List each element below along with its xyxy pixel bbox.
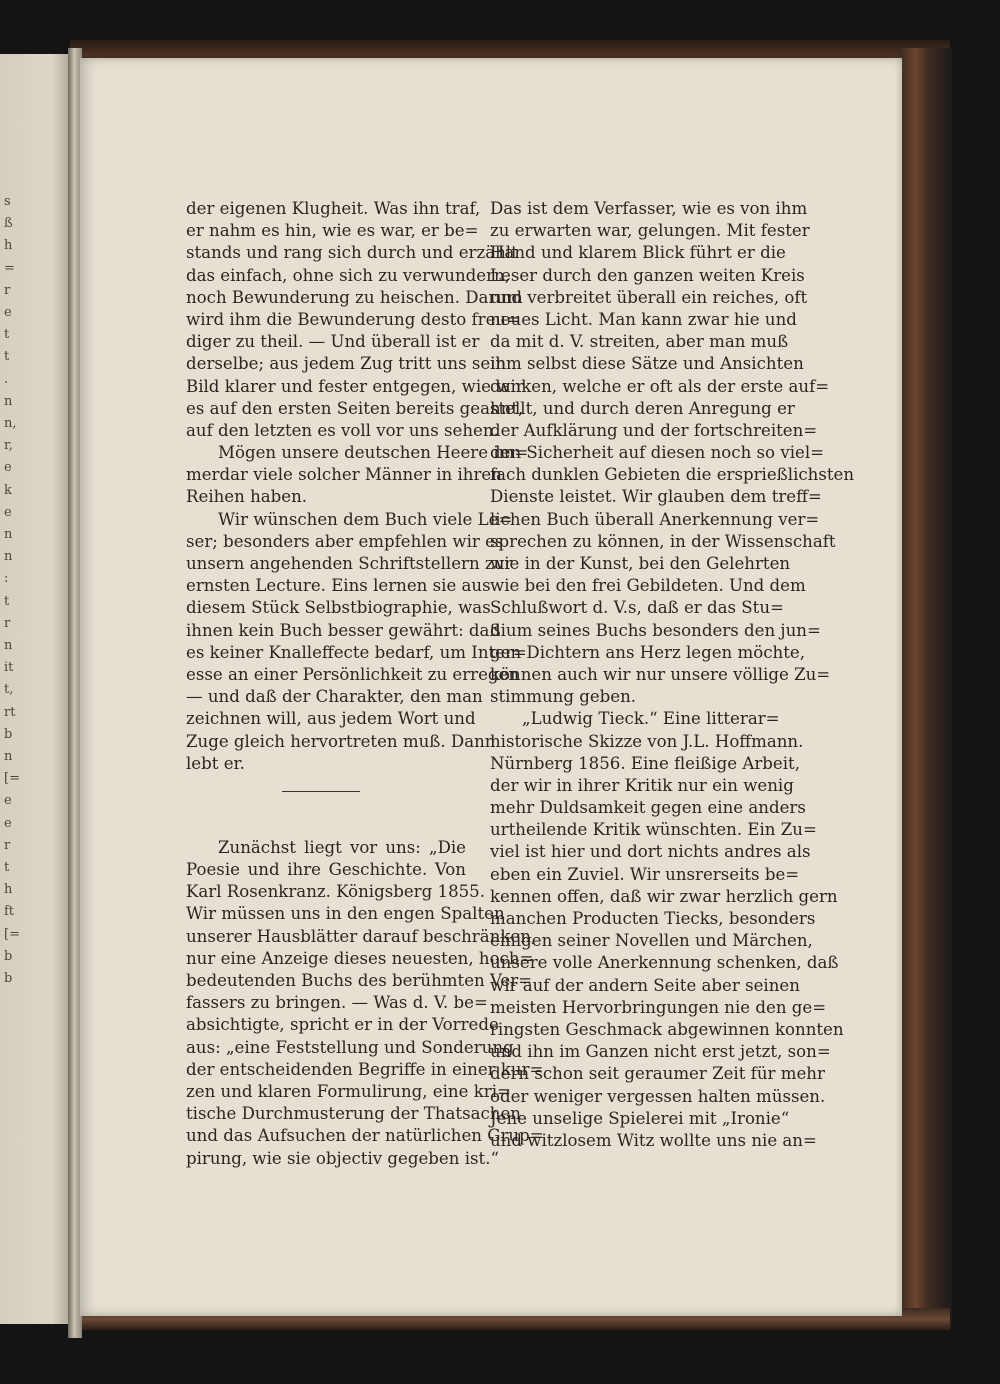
text-line: können auch wir nur unsere völlige Zu=: [490, 664, 831, 684]
text-line: noch Bewunderung zu heischen. Darum: [186, 287, 523, 307]
text-line: „Ludwig Tieck.“ Eine litterar=: [522, 709, 780, 729]
text-line: ernsten Lecture. Eins lernen sie aus: [186, 576, 491, 596]
left-page-fragment: n: [4, 638, 13, 653]
text-line: historische Skizze von J.L. Hoffmann.: [490, 731, 804, 751]
left-page-fragment: t: [4, 860, 10, 875]
left-page-fragment: k: [4, 482, 12, 498]
text-line: Jene unselige Spielerei mit „Ironie“: [490, 1108, 790, 1128]
text-line: der Aufklärung und der fortschreiten=: [490, 420, 818, 440]
text-line: Bild klarer und fester entgegen, wie wir: [186, 376, 524, 396]
text-line: manchen Producten Tiecks, besonders: [490, 909, 816, 928]
text-line: Zuge gleich hervortreten muß. Dann: [186, 731, 496, 751]
left-page-fragment: :: [4, 571, 9, 587]
left-page-fragment: n: [4, 549, 13, 565]
divider-rule: [282, 791, 360, 792]
text-line: wir auf der andern Seite aber seinen: [490, 975, 800, 995]
text-line: Mögen unsere deutschen Heere im=: [218, 443, 529, 463]
left-page-fragment: b: [4, 726, 13, 742]
text-line: absichtigte, spricht er in der Vorrede: [186, 1015, 499, 1035]
spacer: [186, 815, 466, 837]
text-line: auf den letzten es voll vor uns sehen.: [186, 420, 499, 440]
left-page-fragment: [=: [4, 771, 20, 787]
left-page-fragment: ß: [4, 216, 13, 232]
left-page-fragment: b: [4, 948, 13, 964]
text-line: der entscheidenden Begriffe in einer kur=: [186, 1059, 544, 1079]
left-page-fragment: .: [4, 371, 9, 387]
left-page-fragment: t: [4, 593, 10, 609]
left-page-fragment: n: [4, 393, 13, 409]
text-line: den Sicherheit auf diesen noch so viel=: [490, 443, 825, 463]
text-line: unsern angehenden Schriftstellern zur: [186, 554, 513, 573]
text-line: Karl Rosenkranz. Königsberg 1855.: [186, 882, 486, 902]
text-line: aus: „eine Feststellung und Sonderung: [186, 1037, 514, 1057]
left-page-fragment: n: [4, 527, 13, 542]
text-line: zu erwarten war, gelungen. Mit fester: [490, 221, 810, 241]
left-page-fragment: ft: [4, 904, 15, 920]
text-line: — und daß der Charakter, den man: [186, 687, 483, 707]
text-line: fach dunklen Gebieten die ersprießlichsten: [490, 465, 855, 485]
text-line: neues Licht. Man kann zwar hie und: [490, 309, 797, 329]
text-line: lichen Buch überall Anerkennung ver=: [490, 509, 820, 529]
text-line: einigen seiner Novellen und Märchen,: [490, 931, 813, 951]
text-line: diesem Stück Selbstbiographie, was: [186, 598, 491, 618]
left-page-fragment: r: [4, 282, 11, 298]
text-line: merdar viele solcher Männer in ihren: [186, 465, 502, 485]
text-line: Schlußwort d. V.s, daß er das Stu=: [490, 598, 784, 618]
left-page-fragment: =: [4, 260, 15, 276]
section-divider: [186, 775, 466, 815]
text-line: ringsten Geschmack abgewinnen konnten: [490, 1019, 844, 1039]
text-line: dern schon seit geraumer Zeit für mehr: [490, 1064, 825, 1084]
text-line: Hand und klarem Blick führt er die: [490, 243, 786, 263]
text-line: es keiner Knalleffecte bedarf, um Inter=: [186, 642, 527, 662]
text-line: Reihen haben.: [186, 487, 308, 507]
text-line: nur eine Anzeige dieses neuesten, hoch=: [186, 948, 534, 968]
text-line: wie in der Kunst, bei den Gelehrten: [490, 554, 791, 573]
text-line: Dienste leistet. Wir glauben dem treff=: [490, 487, 822, 507]
text-line: Das ist dem Verfasser, wie es von ihm: [490, 199, 808, 218]
left-page-fragment: n: [4, 749, 13, 764]
text-line: zen und klaren Formulirung, eine kri=: [186, 1081, 511, 1101]
text-line: ser; besonders aber empfehlen wir es: [186, 531, 504, 551]
book-cover-right-edge: [900, 48, 952, 1328]
text-line: oder weniger vergessen halten müssen.: [490, 1086, 826, 1106]
text-line: unserer Hausblätter darauf beschränken,: [186, 926, 537, 946]
text-line: derselbe; aus jedem Zug tritt uns sein: [186, 354, 507, 374]
text-line: viel ist hier und dort nichts andres als: [490, 842, 811, 862]
text-line: der wir in ihrer Kritik nur ein wenig: [490, 775, 794, 795]
text-line: und ihn im Ganzen nicht erst jetzt, son=: [490, 1042, 831, 1062]
text-line: es auf den ersten Seiten bereits geahnt,: [186, 398, 524, 418]
left-page-fragment: rt: [4, 704, 16, 720]
text-line: ihm selbst diese Sätze und Ansichten: [490, 354, 804, 374]
left-page-fragment: e: [4, 305, 12, 320]
text-line: stellt, und durch deren Anregung er: [490, 398, 795, 418]
text-line: ihnen kein Buch besser gewährt: daß: [186, 620, 501, 640]
text-line: pirung, wie sie objectiv gegeben ist.“: [186, 1148, 499, 1168]
text-line: dium seines Buchs besonders den jun=: [490, 620, 821, 640]
text-line: er nahm es hin, wie es war, er be=: [186, 221, 479, 241]
text-line: wird ihm die Bewunderung desto freu=: [186, 309, 520, 329]
left-page-fragment: t: [4, 349, 10, 365]
text-line: urtheilende Kritik wünschten. Ein Zu=: [490, 820, 817, 840]
text-line: danken, welche er oft als der erste auf=: [490, 376, 830, 396]
text-line: fassers zu bringen. — Was d. V. be=: [186, 993, 488, 1013]
left-page-fragment: b: [4, 971, 13, 986]
text-line: stands und rang sich durch und erzählt: [186, 243, 518, 263]
text-line: Wir wünschen dem Buch viele Le=: [218, 509, 513, 529]
text-line: mehr Duldsamkeit gegen eine anders: [490, 798, 806, 818]
text-line: kennen offen, daß wir zwar herzlich gern: [490, 886, 838, 906]
text-line: sprechen zu können, in der Wissenschaft: [490, 531, 836, 551]
text-line: und das Aufsuchen der natürlichen Grup=: [186, 1126, 544, 1146]
left-page-fragment: e: [4, 815, 12, 831]
left-page-fragment: r: [4, 615, 11, 631]
text-line: eben ein Zuviel. Wir unsrerseits be=: [490, 864, 800, 884]
text-line: da mit d. V. streiten, aber man muß: [490, 332, 789, 352]
text-line: unsere volle Anerkennung schenken, daß: [490, 953, 839, 973]
left-page-fragment: t: [4, 327, 10, 343]
left-page-fragment: h: [4, 882, 13, 898]
left-page-fragment: h: [4, 238, 13, 254]
left-page-fragment: e: [4, 793, 12, 809]
text-line: und verbreitet überall ein reiches, oft: [490, 287, 808, 307]
left-page-fragment: e: [4, 504, 12, 520]
text-line: Poesie und ihre Geschichte. Von: [186, 860, 466, 880]
text-line: Nürnberg 1856. Eine fleißige Arbeit,: [490, 753, 800, 773]
right-text-column: [490, 198, 855, 1152]
text-line: der eigenen Klugheit. Was ihn traf,: [186, 199, 481, 218]
left-text-column: [186, 198, 544, 1170]
left-page-fragment: t,: [4, 682, 14, 698]
left-page-fragment: n,: [4, 416, 17, 431]
text-line: das einfach, ohne sich zu verwundern,: [186, 265, 510, 285]
left-page-edge: [0, 54, 74, 1324]
left-page-fragment: e: [4, 460, 12, 476]
text-line: Zunächst liegt vor uns: „Die: [218, 837, 466, 857]
text-line: gen Dichtern ans Herz legen möchte,: [490, 642, 805, 662]
left-page-fragment: r,: [4, 438, 13, 454]
left-page-fragment: [=: [4, 926, 20, 942]
text-line: Leser durch den ganzen weiten Kreis: [490, 265, 805, 285]
text-line: esse an einer Persönlichkeit zu erregen: [186, 664, 520, 684]
text-line: Wir müssen uns in den engen Spalten: [186, 904, 505, 924]
text-line: wie bei den frei Gebildeten. Und dem: [490, 576, 806, 596]
text-line: stimmung geben.: [490, 687, 637, 707]
text-line: tische Durchmusterung der Thatsachen: [186, 1104, 521, 1124]
text-line: bedeutenden Buchs des berühmten Ver=: [186, 971, 533, 990]
text-line: diger zu theil. — Und überall ist er: [186, 332, 480, 352]
left-page-fragment: it: [4, 660, 14, 676]
text-line: und witzlosem Witz wollte uns nie an=: [490, 1130, 817, 1150]
left-page-fragment: r: [4, 837, 11, 853]
text-line: zeichnen will, aus jedem Wort und: [186, 709, 476, 729]
text-line: meisten Hervorbringungen nie den ge=: [490, 997, 827, 1017]
left-page-fragment: s: [4, 194, 11, 209]
text-line: lebt er.: [186, 753, 245, 773]
